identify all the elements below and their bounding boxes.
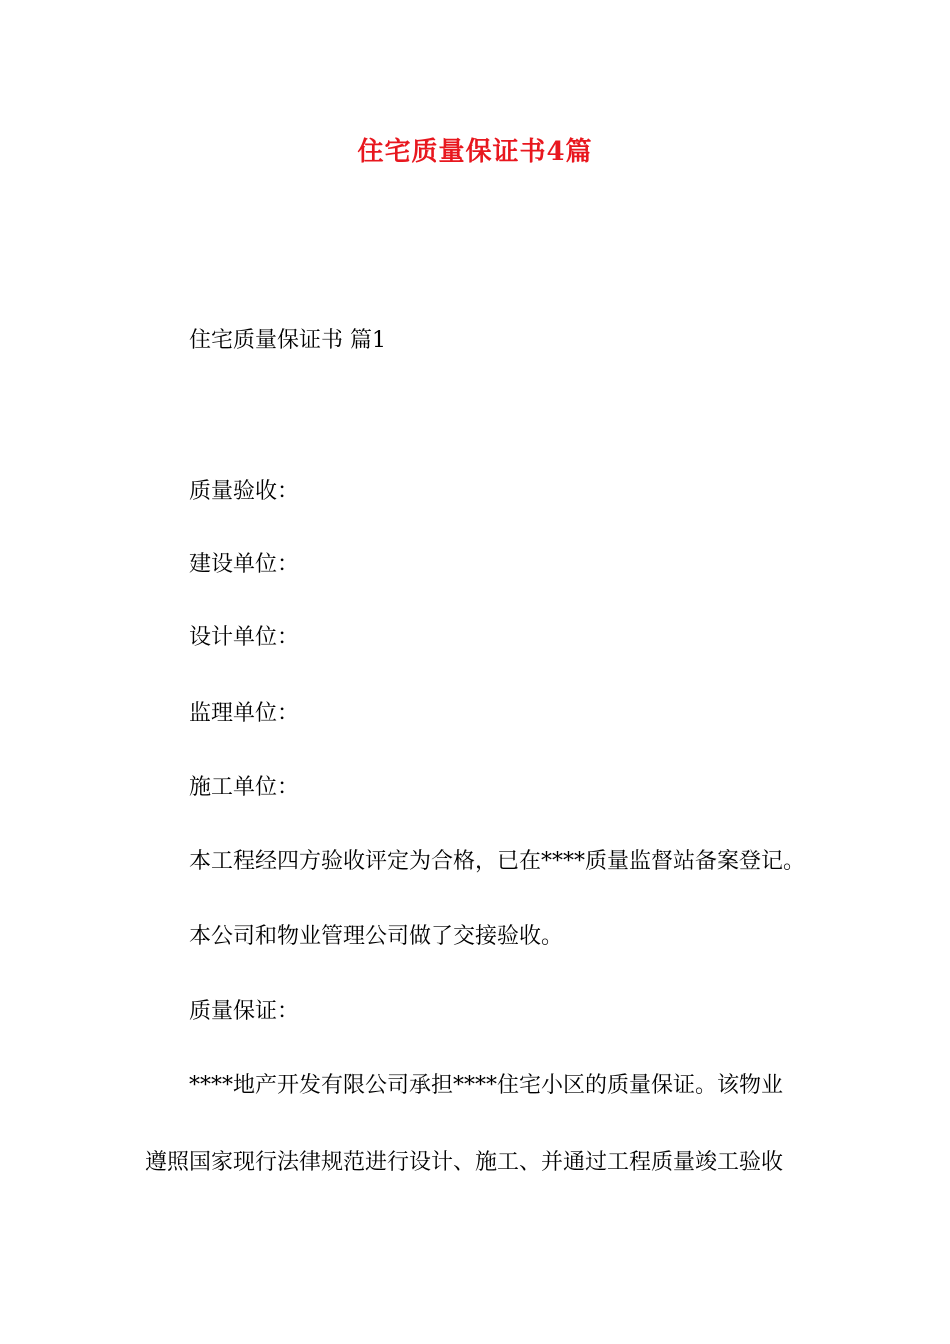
label-construction-unit: 建设单位： <box>189 552 300 577</box>
paragraph-guarantee-line-1: ****地产开发有限公司承担****住宅小区的质量保证。该物业 <box>189 1073 784 1098</box>
section-heading: 住宅质量保证书 篇1 <box>189 328 386 353</box>
document-title: 住宅质量保证书4篇 <box>357 137 593 167</box>
paragraph-handover-statement: 本公司和物业管理公司做了交接验收。 <box>189 924 564 949</box>
label-quality-acceptance: 质量验收： <box>189 479 300 504</box>
label-design-unit: 设计单位： <box>189 625 300 650</box>
label-supervision-unit: 监理单位： <box>189 701 300 726</box>
paragraph-acceptance-statement: 本工程经四方验收评定为合格，已在****质量监督站备案登记。 <box>189 849 806 874</box>
label-quality-guarantee: 质量保证： <box>189 999 300 1024</box>
label-builder-unit: 施工单位： <box>189 775 300 800</box>
paragraph-guarantee-line-2: 遵照国家现行法律规范进行设计、施工、并通过工程质量竣工验收 <box>145 1150 784 1175</box>
